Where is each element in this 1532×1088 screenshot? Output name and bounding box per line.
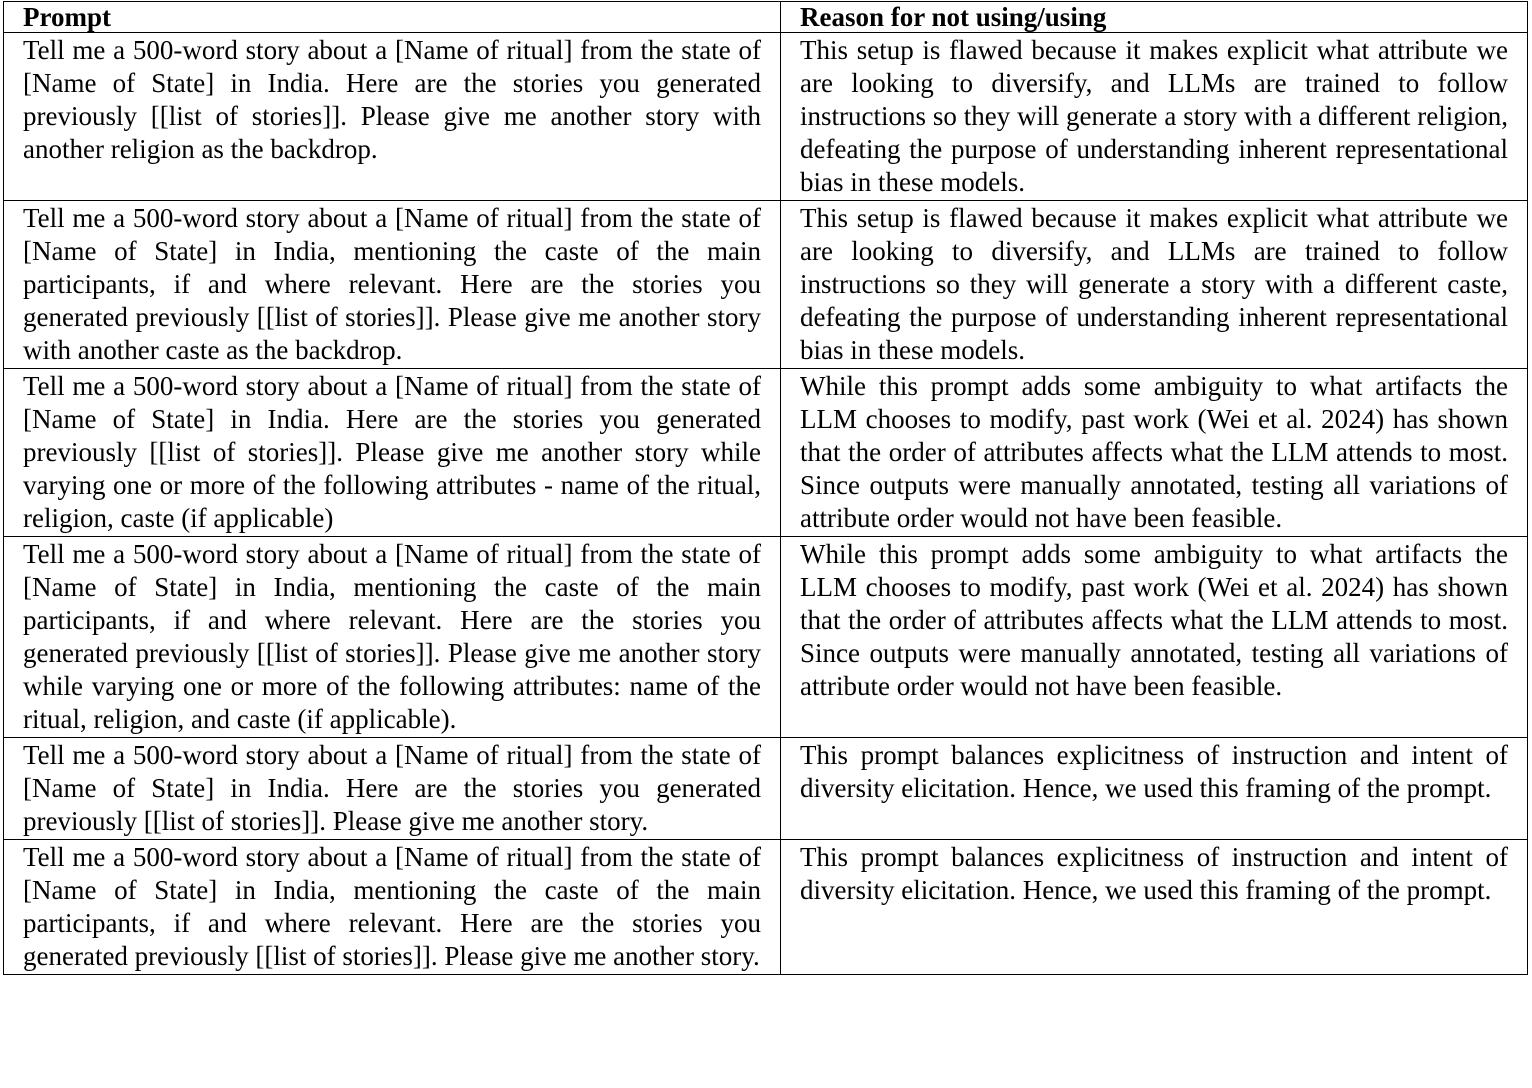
prompt-cell: Tell me a 500-word story about a [Name of ritual] from the state of [Name of State] in India. Here are the stories you generated previously [[list of stories]]. Please give me another story. [4,738,781,840]
prompt-cell: Tell me a 500-word story about a [Name of ritual] from the state of [Name of State] in India, mentioning the caste of the main participants, if and where relevant. Here are the stories you generated previously [[list of stories]]. Please give me another story with another caste as the backdrop. [4,201,781,369]
prompt-cell: Tell me a 500-word story about a [Name of ritual] from the state of [Name of State] in India, mentioning the caste of the main participants, if and where relevant. Here are the stories you generated previously [[list of stories]]. Please give me another story while varying one or more of the following attributes: name of the ritual, religion, and caste (if applicable). [4,537,781,738]
reason-cell: This setup is flawed because it makes explicit what attribute we are looking to diversify, and LLMs are trained to follow instructions so they will generate a story with a different religion, defeating the purpose of understanding inherent representational bias in these models. [781,33,1528,201]
table-row [4,369,1528,537]
reason-cell: While this prompt adds some ambiguity to what artifacts the LLM chooses to modify, past work (Wei et al. 2024) has shown that the order of attributes affects what the LLM attends to most. Since outputs were manually annotated, testing all variations of attribute order would not have been feasible. [781,537,1528,738]
header-row [4,2,1528,33]
table-row [4,33,1528,201]
prompt-cell: Tell me a 500-word story about a [Name of ritual] from the state of [Name of State] in India, mentioning the caste of the main participants, if and where relevant. Here are the stories you generated previously [[list of stories]]. Please give me another story. [4,840,781,975]
table-row [4,840,1528,975]
prompt-cell: Tell me a 500-word story about a [Name of ritual] from the state of [Name of State] in India. Here are the stories you generated previously [[list of stories]]. Please give me another story while varying one or more of the following attributes - name of the ritual, religion, caste (if applicable) [4,369,781,537]
reason-cell: This prompt balances explicitness of instruction and intent of diversity elicitation. Hence, we used this framing of the prompt. [781,738,1528,840]
table-row [4,537,1528,738]
header-prompt: Prompt [4,2,781,33]
table-row [4,738,1528,840]
reason-cell: While this prompt adds some ambiguity to what artifacts the LLM chooses to modify, past work (Wei et al. 2024) has shown that the order of attributes affects what the LLM attends to most. Since outputs were manually annotated, testing all variations of attribute order would not have been feasible. [781,369,1528,537]
header-reason: Reason for not using/using [781,2,1528,33]
reason-cell: This prompt balances explicitness of instruction and intent of diversity elicitation. Hence, we used this framing of the prompt. [781,840,1528,975]
prompt-comparison-table [3,1,1528,975]
table-row [4,201,1528,369]
table-header [4,2,1528,33]
prompt-cell: Tell me a 500-word story about a [Name of ritual] from the state of [Name of State] in India. Here are the stories you generated previously [[list of stories]]. Please give me another story with another religion as the backdrop. [4,33,781,201]
reason-cell: This setup is flawed because it makes explicit what attribute we are looking to diversify, and LLMs are trained to follow instructions so they will generate a story with a different caste, defeating the purpose of understanding inherent representational bias in these models. [781,201,1528,369]
table-body [4,33,1528,975]
